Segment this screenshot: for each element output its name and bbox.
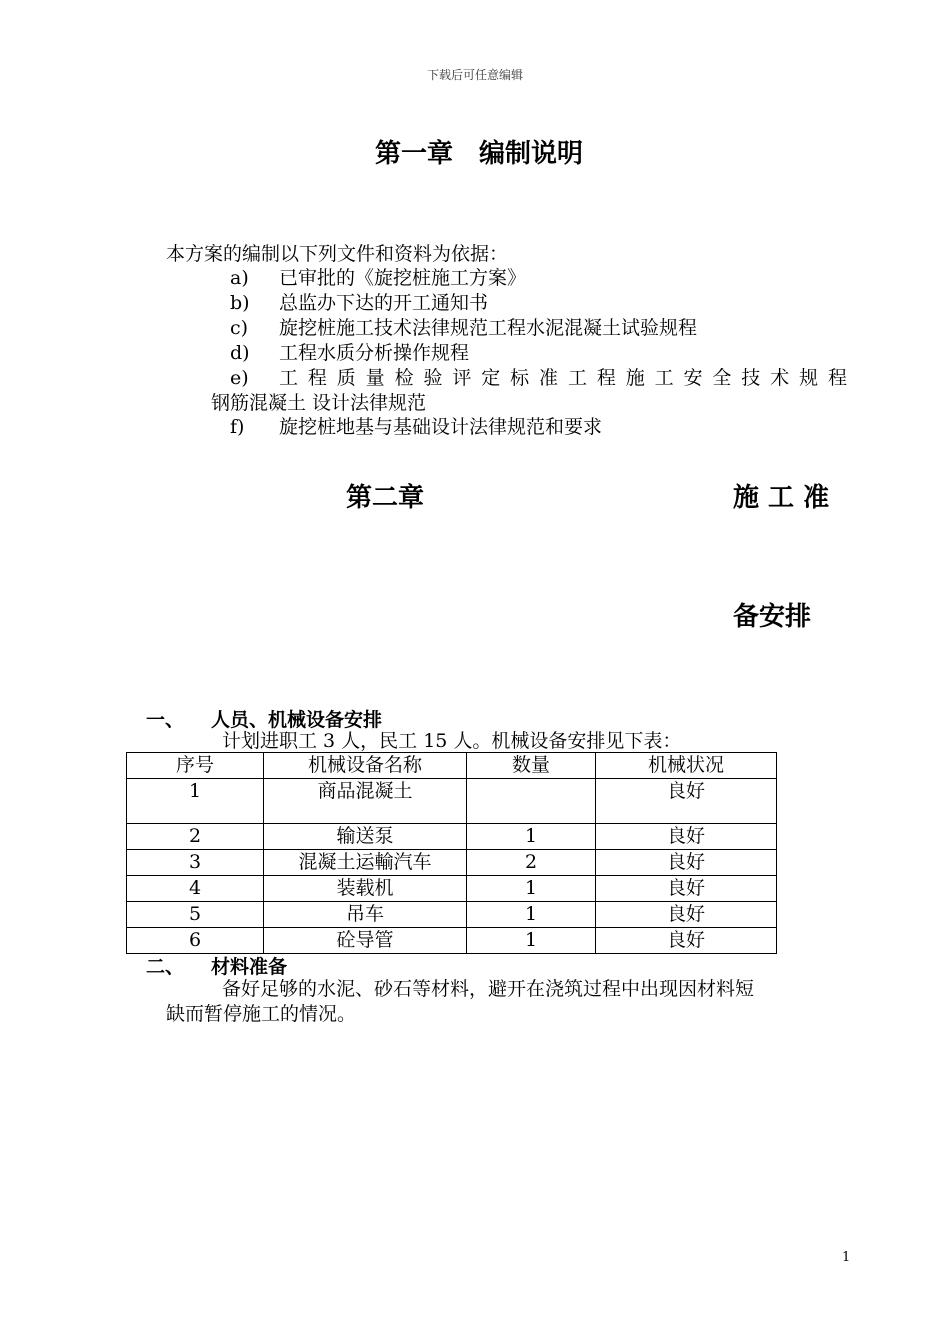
- item-d-mark: d): [230, 342, 250, 364]
- table-row: [127, 779, 777, 824]
- cell-name: 输送泵: [264, 824, 467, 850]
- cell-qty: 2: [467, 850, 596, 876]
- section1-number: 一、: [146, 709, 185, 731]
- item-d-text: 工程水质分析操作规程: [279, 342, 470, 364]
- item-f-mark: f): [230, 416, 245, 438]
- section2-title: 材料准备: [211, 956, 288, 978]
- cell-status: 良好: [596, 850, 777, 876]
- header-name: 机械设备名称: [264, 753, 467, 779]
- item-a-mark: a): [230, 267, 249, 289]
- cell-name: 混凝土运輸汽车: [264, 850, 467, 876]
- cell-seq: 6: [127, 928, 264, 954]
- cell-seq: 2: [127, 824, 264, 850]
- section2-paragraph-line2: 缺而暂停施工的情况。: [166, 1003, 357, 1025]
- item-c-mark: c): [230, 317, 249, 339]
- table-row: [127, 850, 777, 876]
- header-seq: 序号: [127, 753, 264, 779]
- section1-title: 人员、机械设备安排: [211, 709, 383, 731]
- item-e-continuation: 钢筋混凝土 设计法律规范: [211, 392, 427, 414]
- table-header-row: [127, 753, 777, 779]
- cell-name: 商品混凝土: [264, 779, 467, 824]
- chapter1-intro: 本方案的编制以下列文件和资料为依据：: [166, 243, 509, 265]
- cell-qty: 1: [467, 902, 596, 928]
- header-qty: 数量: [467, 753, 596, 779]
- table-row: [127, 824, 777, 850]
- section1-paragraph: 计划进职工 3 人，民工 15 人。机械设备安排见下表：: [222, 730, 682, 752]
- cell-status: 良好: [596, 876, 777, 902]
- chapter2-title-part2: 备安排: [733, 602, 812, 632]
- page-number: 1: [842, 1250, 851, 1265]
- table-row: [127, 876, 777, 902]
- item-e-mark: e): [230, 367, 249, 389]
- chapter2-title-part1: 施 工 准: [733, 483, 830, 513]
- header-note: 下载后可任意编辑: [426, 68, 523, 82]
- cell-seq: 3: [127, 850, 264, 876]
- cell-name: 吊车: [264, 902, 467, 928]
- cell-qty: 1: [467, 876, 596, 902]
- cell-seq: 1: [127, 779, 264, 824]
- section2-paragraph-line1: 备好足够的水泥、砂石等材料，避开在浇筑过程中出现因材料短: [222, 978, 755, 1000]
- cell-seq: 4: [127, 876, 264, 902]
- item-e-text: 工程质量检验评定标准工程施工安全技术规程: [279, 367, 847, 389]
- cell-qty: [467, 779, 596, 824]
- cell-status: 良好: [596, 824, 777, 850]
- item-b-mark: b): [230, 292, 250, 314]
- cell-status: 良好: [596, 779, 777, 824]
- cell-qty: 1: [467, 928, 596, 954]
- chapter2-label: 第二章: [346, 483, 425, 513]
- cell-seq: 5: [127, 902, 264, 928]
- section2-number: 二、: [146, 956, 185, 978]
- equipment-table: [126, 752, 777, 954]
- item-f-text: 旋挖桩地基与基础设计法律规范和要求: [279, 416, 603, 438]
- item-c-text: 旋挖桩施工技术法律规范工程水泥混凝土试验规程: [279, 317, 698, 339]
- table-row: [127, 928, 777, 954]
- cell-status: 良好: [596, 902, 777, 928]
- table-row: [127, 902, 777, 928]
- cell-name: 装载机: [264, 876, 467, 902]
- item-a-text: 已审批的《旋挖桩施工方案》: [279, 267, 527, 289]
- cell-status: 良好: [596, 928, 777, 954]
- item-b-text: 总监办下达的开工通知书: [279, 292, 489, 314]
- chapter1-title: 第一章 编制说明: [375, 139, 584, 169]
- cell-qty: 1: [467, 824, 596, 850]
- cell-name: 砼导管: [264, 928, 467, 954]
- header-status: 机械状况: [596, 753, 777, 779]
